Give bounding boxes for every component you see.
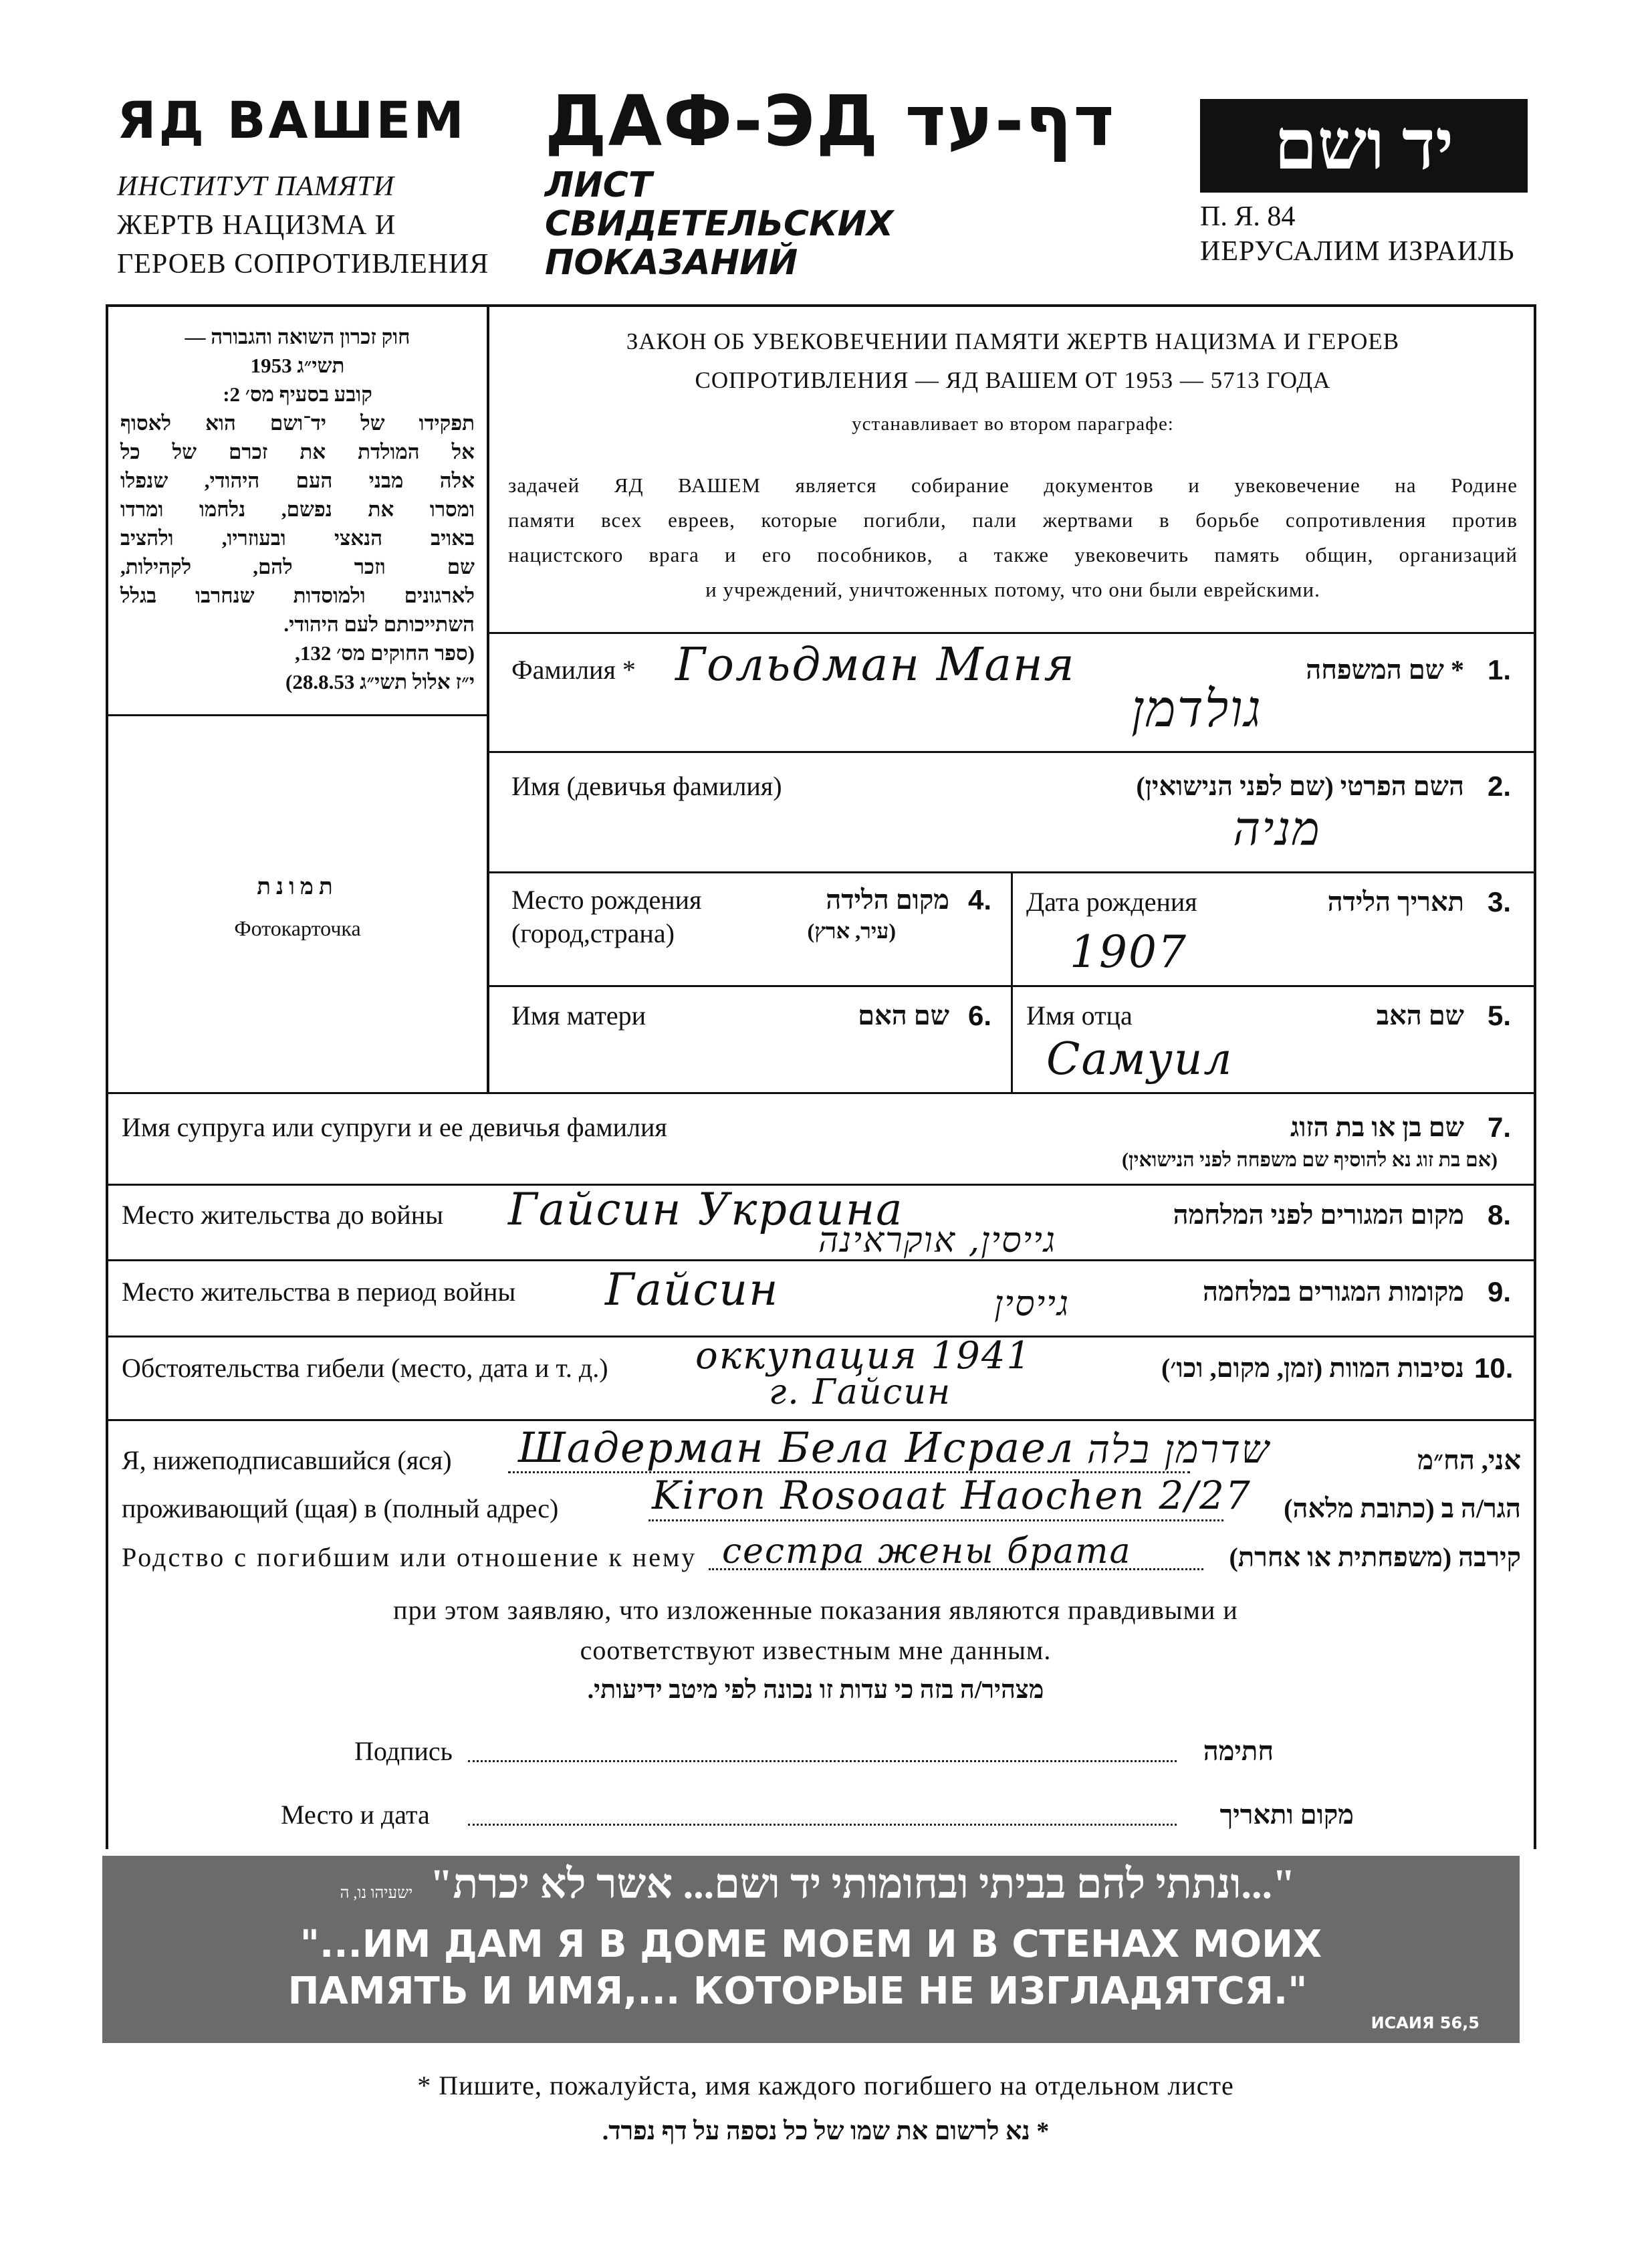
- field-number: 1.: [1488, 654, 1512, 685]
- field-number: 4.: [968, 884, 992, 916]
- mother-name-label-ru: Имя матери: [511, 1000, 646, 1031]
- field-number: 6.: [968, 1000, 992, 1031]
- logo-text: יד ושם: [1274, 107, 1454, 184]
- law-he-line: שם וזכר להם, לקהילות,: [120, 555, 475, 578]
- form-subtitle-line: СВИДЕТЕЛЬСКИХ: [545, 204, 894, 244]
- field-number: 7.: [1488, 1111, 1512, 1143]
- org-subtitle-line: ИНСТИТУТ ПАМЯТИ: [117, 171, 395, 202]
- law-he-line: י״ז אלול תשי״ג 28.8.53): [285, 670, 475, 693]
- law-he-line: אלה מבני העם היהודי, שנפלו: [120, 469, 475, 492]
- form-subtitle-line: ЛИСТ: [545, 165, 653, 205]
- law-text-ru: [508, 322, 1518, 607]
- law-he-line: חוק זכרון השואה והגבורה —: [185, 325, 410, 348]
- banner-quote-ru-ref: ИСАИЯ 56,5: [1371, 2014, 1480, 2032]
- footer-note-he: * נא לרשום את שמו של כל נספה על דף נפרד.: [602, 2117, 1050, 2145]
- law-he-line: אל המולדת את זכרם של כל: [120, 440, 475, 463]
- field-number: 3.: [1488, 886, 1512, 918]
- law-he-line: תשי״ג 1953: [250, 354, 345, 377]
- law-he-line: (ספר החוקים מס׳ 132,: [295, 641, 475, 665]
- birthplace-label-he: מקום הלידה: [826, 885, 949, 915]
- address-value[interactable]: Kiron Rosoaat Haochen 2/27: [652, 1473, 1252, 1518]
- prewar-residence-label-he: מקום המגורים לפני המלחמה: [1173, 1200, 1464, 1230]
- surname-label-he: * שם המשפחה: [1306, 655, 1464, 685]
- law-ru-body-line: и учреждений, уничтоженных потому, что они были еврейскими.: [705, 578, 1320, 601]
- banner-quote-he-text: "...ונתתי להם בביתי ובחומותי יד ושם... אשר לא יכרת": [429, 1862, 1296, 1907]
- mother-name-label-he: שם האם: [858, 1000, 949, 1031]
- birthplace-sublabel-ru: (город,страна): [511, 918, 675, 948]
- field-number: 9.: [1488, 1276, 1512, 1307]
- form-subtitle-ru: [545, 166, 893, 282]
- org-name-ru: ЯД ВАШЕМ: [117, 90, 467, 150]
- surname-label-ru: Фамилия *: [511, 655, 636, 685]
- law-ru-title-line: ЗАКОН ОБ УВЕКОВЕЧЕНИИ ПАМЯТИ ЖЕРТВ НАЦИЗМА И ГЕРОЕВ: [626, 328, 1400, 354]
- form-title: ДАФ-ЭД דף-עד: [545, 80, 1116, 162]
- declarant-value[interactable]: Шадерман Бела Исраел: [518, 1423, 1075, 1472]
- law-he-line: תפקידו של יד־ושם הוא לאסוף: [120, 411, 475, 435]
- frame-right-line: [1534, 304, 1536, 1849]
- place-date-label-he: מקום ותאריך: [1219, 1800, 1354, 1830]
- law-ru-body-line: памяти всех евреев, которые погибли, пали жертвами в борьбе сопротивления против: [508, 508, 1518, 532]
- prewar-residence-label-ru: Место жительства до войны: [122, 1200, 443, 1230]
- city: ИЕРУСАЛИМ ИЗРАИЛЬ: [1200, 236, 1515, 267]
- org-subtitle-line: ЖЕРТВ НАЦИЗМА И: [117, 210, 396, 241]
- yad-vashem-logo: [1200, 99, 1528, 193]
- frame-left-line: [106, 304, 108, 1849]
- signature-label-ru: Подпись: [354, 1736, 453, 1766]
- law-he-line: ומסרו את נפשם, נלחמו ומרדו: [120, 498, 475, 521]
- field-number: 10.: [1474, 1352, 1514, 1384]
- wartime-residence-value[interactable]: Гайсин: [605, 1264, 780, 1315]
- wartime-residence-label-ru: Место жительства в период войны: [122, 1277, 516, 1307]
- birthdate-label-ru: Дата рождения: [1026, 887, 1197, 917]
- law-ru-body-line: задачей ЯД ВАШЕМ является собирание документов и увековечение на Родине: [508, 473, 1518, 497]
- row2-top-line: [487, 751, 1535, 753]
- death-circumstances-value[interactable]: оккупация 1941: [695, 1334, 1032, 1378]
- declaration-he: מצהיר/ה בזה כי עדות זו נכונה לפי מיטב ידיעותי.: [587, 1676, 1044, 1704]
- place-date-dotted-line[interactable]: [468, 1824, 1177, 1826]
- address-label-ru: проживающий (щая) в (полный адрес): [122, 1493, 559, 1523]
- signature-dotted-line[interactable]: [468, 1760, 1177, 1762]
- spouse-label-ru: Имя супруга или супруги и ее девичья фамилия: [122, 1112, 667, 1142]
- relation-label-he: קירבה (משפחתית או אחרת): [1229, 1542, 1521, 1572]
- relation-label-ru: Родство с погибшим или отношение к нему: [122, 1542, 697, 1572]
- surname-value-he[interactable]: גולדמן: [1131, 679, 1262, 738]
- banner-quote-he-ref: ישעיהו נו, ה: [340, 1885, 413, 1902]
- prewar-residence-value[interactable]: Гайсин Украина: [508, 1184, 904, 1235]
- spouse-label-he: שם בן או בת הזוג: [1290, 1112, 1464, 1142]
- first-name-label-he: השם הפרטי (שם לפני הנישואין): [1136, 771, 1464, 801]
- law-he-line: לארגונים ולמוסדות שנחרבו בגלל: [120, 584, 475, 607]
- birthplace-sublabel-he: (עיר, ארץ): [807, 919, 896, 943]
- prewar-residence-value-he[interactable]: גייסין, אוקראינה: [818, 1220, 1056, 1261]
- declaration-line: соответствуют известным мне данным.: [580, 1635, 1052, 1665]
- surname-value[interactable]: Гольдман Маня: [675, 639, 1076, 691]
- field-number: 8.: [1488, 1199, 1512, 1231]
- row3-mid-divider: [1011, 871, 1013, 1092]
- law-text-he: [120, 322, 475, 696]
- address-dotted-line: [648, 1519, 1223, 1521]
- law-divider-line: [106, 714, 488, 716]
- row4-top-line: [487, 985, 1535, 987]
- photo-label-ru: Фотокарточка: [234, 916, 361, 940]
- declarant-label-he: אני, הח״מ: [1417, 1445, 1521, 1475]
- law-he-line: קובע בסעיף מס׳ 2:: [223, 383, 372, 406]
- declarant-top-line: [106, 1419, 1536, 1421]
- address-label-he: הגר/ה ב (כתובת מלאה): [1284, 1493, 1521, 1523]
- row1-top-line: [487, 632, 1535, 634]
- law-ru-title-line: СОПРОТИВЛЕНИЯ — ЯД ВАШЕМ ОТ 1953 — 5713 ГОДА: [695, 367, 1331, 393]
- law-ru-body-line: нацистского врага и его пособников, а также увековечить память общин, организаций: [508, 543, 1518, 566]
- declarant-label-ru: Я, нижеподписавшийся (яся): [122, 1445, 452, 1475]
- place-date-label-ru: Место и дата: [281, 1800, 430, 1830]
- father-name-value[interactable]: Самуил: [1046, 1033, 1233, 1085]
- field-number: 5.: [1488, 1000, 1512, 1031]
- relation-value[interactable]: сестра жены брата: [722, 1531, 1132, 1572]
- quote-banner: [102, 1856, 1520, 2043]
- death-circumstances-value-line2[interactable]: г. Гайсин: [769, 1372, 952, 1412]
- death-circumstances-label-he: נסיבות המוות (זמן, מקום, וכו׳): [1161, 1353, 1464, 1383]
- field-number: 2.: [1488, 770, 1512, 802]
- banner-quote-ru-line2: ПАМЯТЬ И ИМЯ,... КОТОРЫЕ НЕ ИЗГЛАДЯТСЯ.": [287, 1969, 1308, 2013]
- first-name-value-he[interactable]: מניה: [1233, 801, 1321, 856]
- birthdate-label-he: תאריך הלידה: [1327, 887, 1464, 917]
- declarant-value-he[interactable]: שדרמן בלה: [1086, 1426, 1270, 1472]
- birthdate-value[interactable]: 1907: [1070, 926, 1187, 978]
- po-box: П. Я. 84: [1200, 201, 1296, 232]
- law-ru-subtitle: устанавливает во втором параграфе:: [852, 413, 1174, 435]
- banner-quote-ru-line1: "...ИМ ДАМ Я В ДОМЕ МОЕМ И В СТЕНАХ МОИХ: [300, 1923, 1322, 1966]
- declaration-ru: [281, 1590, 1350, 1671]
- father-name-label-he: שם האב: [1376, 1000, 1464, 1031]
- frame-top-line: [106, 304, 1536, 307]
- father-name-label-ru: Имя отца: [1026, 1000, 1133, 1031]
- org-subtitle-line: ГЕРОЕВ СОПРОТИВЛЕНИЯ: [117, 249, 489, 280]
- law-he-line: השתייכותם לעם היהודי.: [283, 613, 475, 636]
- law-he-line: באויב הנאצי ובעוזריו, ולהציב: [120, 526, 475, 550]
- banner-quote-he: [189, 1861, 1446, 1909]
- birthplace-label-ru: Место рождения: [511, 885, 702, 915]
- form-subtitle-line: ПОКАЗАНИЙ: [545, 243, 798, 283]
- first-name-label-ru: Имя (девичья фамилия): [511, 771, 782, 801]
- wartime-residence-label-he: מקומות המגורים במלחמה: [1202, 1277, 1464, 1307]
- org-subtitle-ru: [117, 167, 489, 284]
- footer-note-ru: * Пишите, пожалуйста, имя каждого погибшего на отдельном листе: [417, 2070, 1234, 2101]
- wartime-residence-value-he[interactable]: גייסין: [994, 1284, 1070, 1324]
- row7-top-line: [106, 1092, 1536, 1094]
- declaration-line: при этом заявляю, что изложенные показания являются правдивыми и: [393, 1595, 1238, 1625]
- death-circumstances-label-ru: Обстоятельства гибели (место, дата и т. д.): [122, 1353, 608, 1383]
- law-column-divider: [487, 304, 489, 1092]
- signature-label-he: חתימה: [1203, 1736, 1274, 1766]
- photo-label-he: תמונת: [257, 875, 338, 899]
- spouse-sublabel-he: (אם בת זוג נא להוסיף שם משפחה לפני הנישואין): [1122, 1149, 1498, 1171]
